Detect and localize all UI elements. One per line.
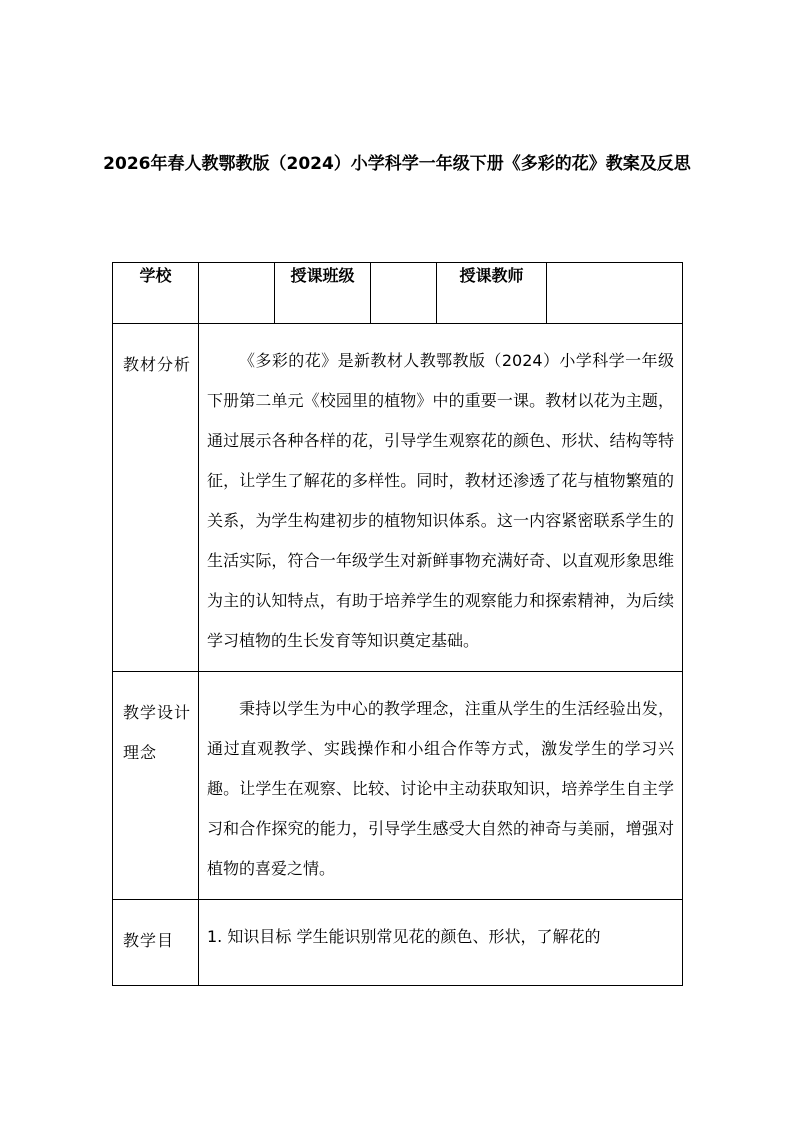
class-label: 授课班级 xyxy=(275,263,371,324)
row-content-teaching-goals xyxy=(199,900,683,986)
table-row xyxy=(113,672,683,900)
teacher-value xyxy=(547,263,683,324)
row-label-design-concept: 教学设计理念 xyxy=(113,672,199,900)
document-title: 2026年春人教鄂教版（2024）小学科学一年级下册《多彩的花》教案及反思 xyxy=(103,154,691,174)
row-content-design-concept: 秉持以学生为中心的教学理念，注重从学生的生活经验出发，通过直观教学、实践操作和小组合作等方式，激发学生的学习兴趣。让学生在观察、比较、讨论中主动获取知识，培养学生自主学习和合作探究的能力，引导学生感受大自然的神奇与美丽，增强对植物的喜爱之情。 xyxy=(199,672,683,900)
class-value xyxy=(371,263,437,324)
school-value xyxy=(199,263,275,324)
school-label: 学校 xyxy=(113,263,199,324)
teacher-label: 授课教师 xyxy=(437,263,547,324)
teaching-goals-text: 1. 知识目标 学生能识别常见花的颜色、形状，了解花的 xyxy=(207,927,601,946)
table-row xyxy=(113,900,683,986)
teaching-goals-label-text: 教学目 xyxy=(123,931,175,950)
row-content-material-analysis: 《多彩的花》是新教材人教鄂教版（2024）小学科学一年级下册第二单元《校园里的植物》中的重要一课。教材以花为主题，通过展示各种各样的花，引导学生观察花的颜色、形状、结构等特征，让学生了解花的多样性。同时，教材还渗透了花与植物繁殖的关系，为学生构建初步的植物知识体系。这一内容紧密联系学生的生活实际，符合一年级学生对新鲜事物充满好奇、以直观形象思维为主的认知特点，有助于培养学生的观察能力和探索精神，为后续学习植物的生长发育等知识奠定基础。 xyxy=(199,324,683,672)
table-row xyxy=(113,324,683,672)
header-row xyxy=(113,263,683,324)
lesson-plan-table xyxy=(112,262,683,986)
row-label-teaching-goals xyxy=(113,900,199,986)
row-label-material-analysis: 教材分析 xyxy=(113,324,199,672)
